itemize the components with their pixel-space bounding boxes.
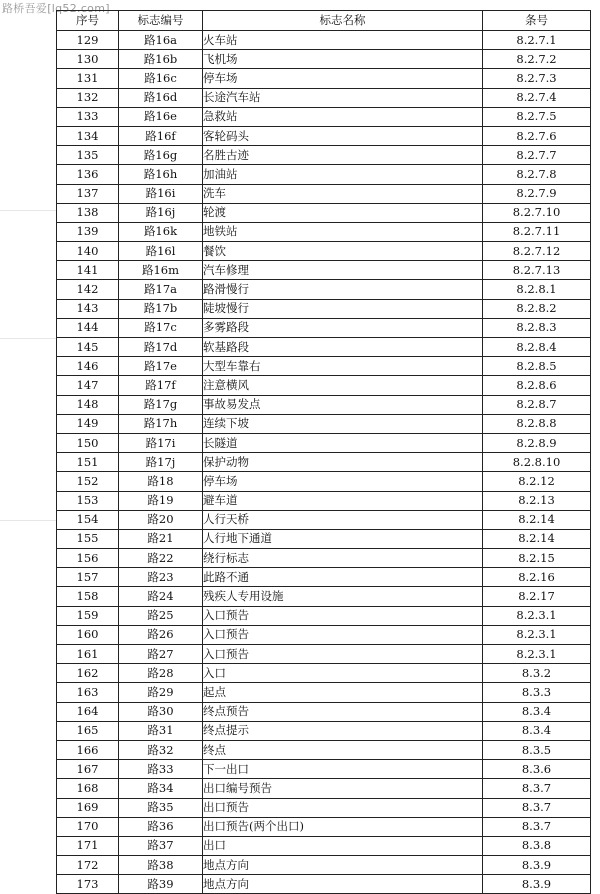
row-clause: 8.2.7.5 [483,107,591,126]
row-sign-code: 路17i [119,433,203,452]
table-row [57,836,591,855]
row-sign-code: 路16j [119,203,203,222]
row-seq: 167 [57,760,119,779]
row-sign-name: 终点 [203,740,483,759]
row-sign-code: 路38 [119,856,203,875]
scan-artifact [0,338,56,339]
row-sign-name: 此路不通 [203,568,483,587]
table-row [57,146,591,165]
table-row [57,433,591,452]
row-sign-name: 软基路段 [203,338,483,357]
row-seq: 132 [57,88,119,107]
row-sign-name: 保护动物 [203,453,483,472]
row-clause: 8.3.7 [483,817,591,836]
table-row [57,645,591,664]
row-clause: 8.2.7.8 [483,165,591,184]
table-row [57,453,591,472]
scan-artifact [0,520,56,521]
row-seq: 135 [57,146,119,165]
row-clause: 8.2.12 [483,472,591,491]
row-sign-name: 人行天桥 [203,510,483,529]
table-row [57,242,591,261]
table-row [57,683,591,702]
row-seq: 144 [57,318,119,337]
row-sign-name: 出口编号预告 [203,779,483,798]
row-clause: 8.3.2 [483,664,591,683]
row-sign-name: 终点预告 [203,702,483,721]
row-sign-code: 路35 [119,798,203,817]
row-clause: 8.2.8.3 [483,318,591,337]
row-clause: 8.2.14 [483,510,591,529]
row-clause: 8.2.3.1 [483,625,591,644]
row-clause: 8.2.17 [483,587,591,606]
row-sign-name: 避车道 [203,491,483,510]
row-sign-code: 路16d [119,88,203,107]
row-sign-name: 连续下坡 [203,414,483,433]
table-row [57,798,591,817]
table-row [57,107,591,126]
table-row [57,549,591,568]
row-seq: 129 [57,31,119,50]
row-seq: 168 [57,779,119,798]
row-sign-name: 长途汽车站 [203,88,483,107]
row-sign-name: 绕行标志 [203,549,483,568]
row-sign-name: 残疾人专用设施 [203,587,483,606]
row-seq: 138 [57,203,119,222]
table-row [57,395,591,414]
row-seq: 141 [57,261,119,280]
table-row [57,702,591,721]
table-row [57,817,591,836]
row-sign-code: 路16e [119,107,203,126]
table-row [57,740,591,759]
row-clause: 8.2.7.1 [483,31,591,50]
row-seq: 172 [57,856,119,875]
row-sign-name: 多雾路段 [203,318,483,337]
row-seq: 165 [57,721,119,740]
row-sign-code: 路37 [119,836,203,855]
row-sign-code: 路17b [119,299,203,318]
table-row [57,779,591,798]
row-sign-code: 路23 [119,568,203,587]
row-sign-code: 路17c [119,318,203,337]
row-sign-name: 名胜古迹 [203,146,483,165]
row-seq: 136 [57,165,119,184]
row-seq: 150 [57,433,119,452]
table-row [57,280,591,299]
sign-list-table [56,10,591,894]
table-row [57,261,591,280]
row-seq: 147 [57,376,119,395]
row-sign-name: 火车站 [203,31,483,50]
row-sign-code: 路17g [119,395,203,414]
row-clause: 8.3.3 [483,683,591,702]
row-sign-name: 停车场 [203,472,483,491]
row-seq: 155 [57,529,119,548]
table-row [57,760,591,779]
row-seq: 156 [57,549,119,568]
row-sign-code: 路20 [119,510,203,529]
row-clause: 8.2.15 [483,549,591,568]
table-row [57,625,591,644]
row-seq: 152 [57,472,119,491]
row-sign-name: 地点方向 [203,856,483,875]
row-clause: 8.2.7.6 [483,126,591,145]
row-sign-name: 入口 [203,664,483,683]
row-clause: 8.3.9 [483,856,591,875]
row-seq: 149 [57,414,119,433]
row-seq: 171 [57,836,119,855]
row-seq: 158 [57,587,119,606]
row-clause: 8.2.3.1 [483,606,591,625]
row-clause: 8.2.8.2 [483,299,591,318]
row-clause: 8.2.7.3 [483,69,591,88]
table-row [57,606,591,625]
table-row [57,31,591,50]
row-seq: 164 [57,702,119,721]
table-row [57,338,591,357]
header-clause: 条号 [483,11,591,31]
row-sign-code: 路16f [119,126,203,145]
row-clause: 8.3.4 [483,702,591,721]
row-sign-code: 路16h [119,165,203,184]
row-sign-name: 出口预告 [203,798,483,817]
row-clause: 8.2.14 [483,529,591,548]
row-seq: 157 [57,568,119,587]
row-sign-code: 路21 [119,529,203,548]
row-clause: 8.2.7.4 [483,88,591,107]
row-clause: 8.2.8.10 [483,453,591,472]
row-sign-code: 路24 [119,587,203,606]
row-sign-name: 注意横风 [203,376,483,395]
row-seq: 142 [57,280,119,299]
row-sign-code: 路16a [119,31,203,50]
table-header-row [57,11,591,31]
row-seq: 151 [57,453,119,472]
table-row [57,587,591,606]
row-sign-name: 下一出口 [203,760,483,779]
row-sign-code: 路33 [119,760,203,779]
row-sign-code: 路28 [119,664,203,683]
row-clause: 8.2.7.11 [483,222,591,241]
table-row [57,472,591,491]
row-sign-name: 出口 [203,836,483,855]
row-seq: 131 [57,69,119,88]
row-seq: 163 [57,683,119,702]
row-sign-name: 终点提示 [203,721,483,740]
table-row [57,491,591,510]
table-row [57,376,591,395]
row-sign-name: 地点方向 [203,875,483,894]
row-sign-code: 路39 [119,875,203,894]
row-seq: 173 [57,875,119,894]
row-sign-name: 地铁站 [203,222,483,241]
table-row [57,318,591,337]
row-clause: 8.2.16 [483,568,591,587]
table-row [57,856,591,875]
row-clause: 8.2.7.13 [483,261,591,280]
row-sign-code: 路17e [119,357,203,376]
table-row [57,664,591,683]
row-clause: 8.2.7.12 [483,242,591,261]
row-clause: 8.3.7 [483,779,591,798]
row-clause: 8.2.7.10 [483,203,591,222]
row-sign-name: 入口预告 [203,625,483,644]
row-clause: 8.3.5 [483,740,591,759]
row-sign-name: 加油站 [203,165,483,184]
row-sign-code: 路17h [119,414,203,433]
row-clause: 8.3.4 [483,721,591,740]
table-row [57,203,591,222]
table-row [57,88,591,107]
row-seq: 146 [57,357,119,376]
row-sign-code: 路26 [119,625,203,644]
row-seq: 133 [57,107,119,126]
row-sign-name: 入口预告 [203,606,483,625]
row-sign-code: 路36 [119,817,203,836]
watermark-text: 路桥吾爱[lq52.com] [2,2,110,15]
row-sign-name: 飞机场 [203,50,483,69]
row-clause: 8.2.7.9 [483,184,591,203]
table-row [57,184,591,203]
table-row [57,357,591,376]
header-sign-code: 标志编号 [119,11,203,31]
row-sign-code: 路16m [119,261,203,280]
row-seq: 162 [57,664,119,683]
table-row [57,69,591,88]
row-sign-code: 路29 [119,683,203,702]
row-clause: 8.3.9 [483,875,591,894]
row-sign-code: 路31 [119,721,203,740]
row-seq: 148 [57,395,119,414]
row-seq: 134 [57,126,119,145]
row-clause: 8.2.7.2 [483,50,591,69]
row-sign-name: 出口预告(两个出口) [203,817,483,836]
row-clause: 8.2.13 [483,491,591,510]
row-sign-code: 路16i [119,184,203,203]
row-seq: 154 [57,510,119,529]
table-row [57,126,591,145]
table-row [57,299,591,318]
row-seq: 159 [57,606,119,625]
row-seq: 153 [57,491,119,510]
row-clause: 8.2.8.6 [483,376,591,395]
row-sign-name: 事故易发点 [203,395,483,414]
row-sign-code: 路32 [119,740,203,759]
row-sign-name: 洗车 [203,184,483,203]
row-seq: 166 [57,740,119,759]
row-clause: 8.3.8 [483,836,591,855]
row-sign-name: 餐饮 [203,242,483,261]
table-row [57,875,591,894]
row-sign-name: 轮渡 [203,203,483,222]
row-clause: 8.2.8.8 [483,414,591,433]
row-sign-code: 路17f [119,376,203,395]
row-sign-code: 路16k [119,222,203,241]
row-sign-name: 汽车修理 [203,261,483,280]
row-sign-code: 路19 [119,491,203,510]
row-sign-name: 入口预告 [203,645,483,664]
row-seq: 130 [57,50,119,69]
row-sign-name: 停车场 [203,69,483,88]
row-clause: 8.2.8.9 [483,433,591,452]
row-seq: 137 [57,184,119,203]
row-clause: 8.3.7 [483,798,591,817]
row-seq: 145 [57,338,119,357]
row-clause: 8.2.8.1 [483,280,591,299]
row-sign-name: 起点 [203,683,483,702]
table-body [57,31,591,894]
table-row [57,414,591,433]
row-sign-code: 路18 [119,472,203,491]
row-seq: 160 [57,625,119,644]
row-sign-name: 急救站 [203,107,483,126]
row-sign-code: 路17d [119,338,203,357]
header-sign-name: 标志名称 [203,11,483,31]
row-sign-name: 长隧道 [203,433,483,452]
table-row [57,721,591,740]
row-sign-code: 路17j [119,453,203,472]
row-sign-code: 路16l [119,242,203,261]
row-seq: 170 [57,817,119,836]
row-seq: 140 [57,242,119,261]
table-row [57,568,591,587]
table-row [57,529,591,548]
row-clause: 8.3.6 [483,760,591,779]
row-sign-code: 路16c [119,69,203,88]
row-sign-code: 路25 [119,606,203,625]
table-row [57,222,591,241]
row-clause: 8.2.7.7 [483,146,591,165]
scan-artifact [0,210,56,211]
row-sign-code: 路16b [119,50,203,69]
row-sign-code: 路27 [119,645,203,664]
row-sign-name: 客轮码头 [203,126,483,145]
row-sign-code: 路17a [119,280,203,299]
row-sign-code: 路22 [119,549,203,568]
row-sign-code: 路16g [119,146,203,165]
row-seq: 161 [57,645,119,664]
row-sign-name: 人行地下通道 [203,529,483,548]
header-seq: 序号 [57,11,119,31]
row-sign-name: 路滑慢行 [203,280,483,299]
row-clause: 8.2.3.1 [483,645,591,664]
row-seq: 139 [57,222,119,241]
row-seq: 143 [57,299,119,318]
row-sign-code: 路30 [119,702,203,721]
row-clause: 8.2.8.4 [483,338,591,357]
table-row [57,50,591,69]
table-row [57,510,591,529]
table-row [57,165,591,184]
row-sign-name: 大型车靠右 [203,357,483,376]
row-sign-code: 路34 [119,779,203,798]
row-sign-name: 陡坡慢行 [203,299,483,318]
row-seq: 169 [57,798,119,817]
row-clause: 8.2.8.5 [483,357,591,376]
row-clause: 8.2.8.7 [483,395,591,414]
